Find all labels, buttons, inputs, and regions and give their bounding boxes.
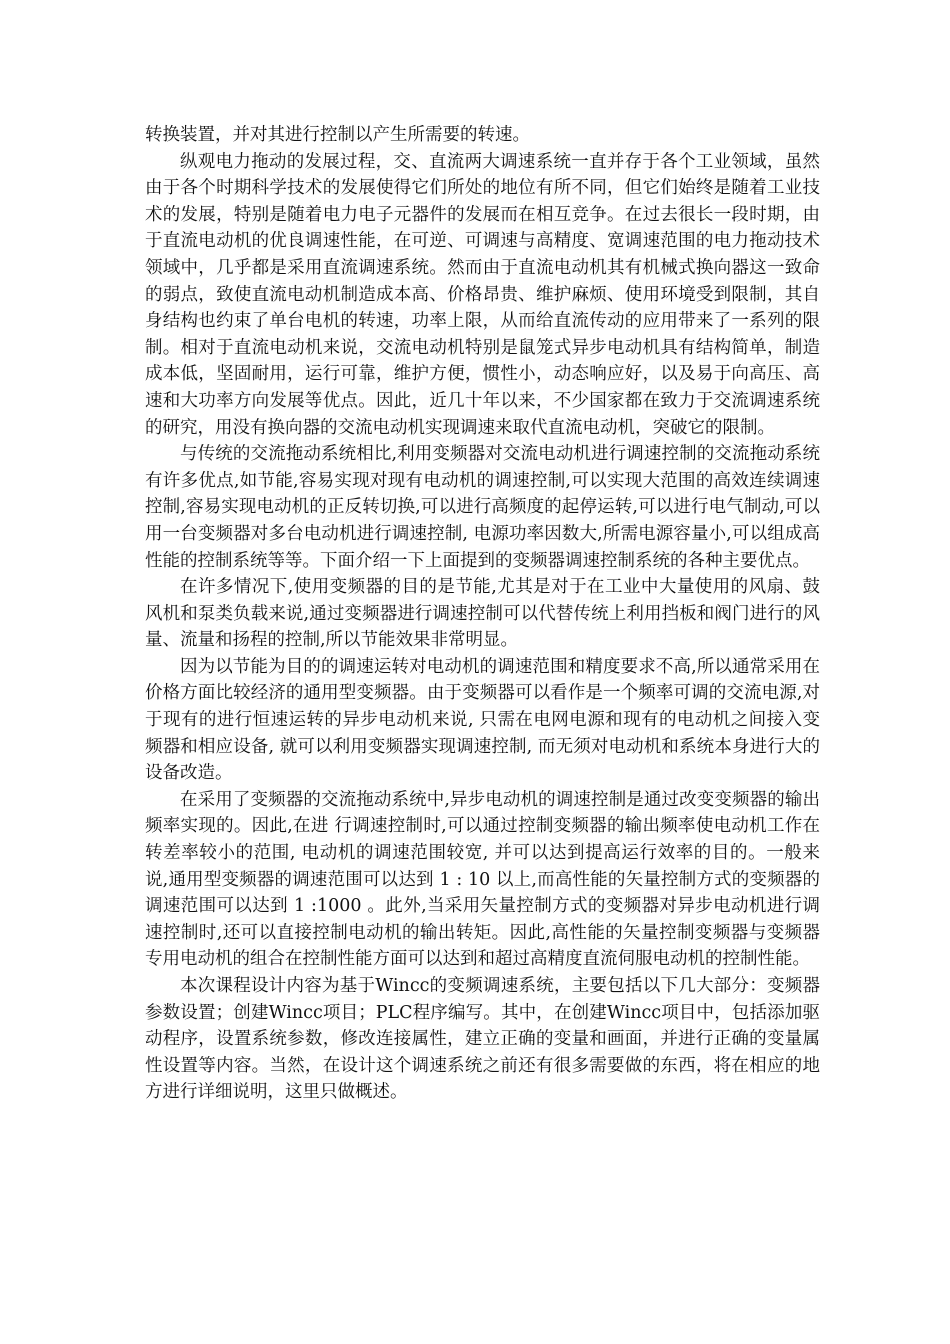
paragraph-course-design: 本次课程设计内容为基于Wincc的变频调速系统，主要包括以下几大部分：变频器参数设置；创建Wincc项目；PLC程序编写。其中，在创建Wincc项目中，包括添加驱动程序，设置系统参数，修改连接属性，建立正确的变量和画面，并进行正确的变量属性设置等内容。当然，在设计这个调速系统之前还有很多需要做的东西，将在相应的地方进行详细说明，这里只做概述。 bbox=[145, 976, 820, 1103]
paragraph-advantages: 与传统的交流拖动系统相比,利用变频器对交流电动机进行调速控制的交流拖动系统有许多优点,如节能,容易实现对现有电动机的调速控制,可以实现大范围的高效连续调速控制,容易实现电动机的正反转切换,可以进行高频度的起停运转,可以进行电气制动,可以用一台变频器对多台电动机进行调速控制, 电源功率因数大,所需电源容量小,可以组成高性能的控制系统等等。下面介绍一下上面提到的变频器调速控制系统的各种主要优点。 bbox=[145, 444, 820, 571]
document-body bbox=[145, 122, 820, 1106]
paragraph-continuation: 转换装置，并对其进行控制以产生所需要的转速。 bbox=[145, 125, 530, 145]
paragraph-history: 纵观电力拖动的发展过程，交、直流两大调速系统一直并存于各个工业领域，虽然由于各个时期科学技术的发展使得它们所处的地位有所不同，但它们始终是随着工业技术的发展，特别是随着电力电子元器件的发展而在相互竞争。在过去很长一段时期，由于直流电动机的优良调速性能，在可逆、可调速与高精度、宽调速范围的电力拖动技术领域中，几乎都是采用直流调速系统。然而由于直流电动机其有机械式换向器这一致命的弱点，致使直流电动机制造成本高、价格昂贵、维护麻烦、使用环境受到限制，其自身结构也约束了单台电机的转速，功率上限，从而给直流传动的应用带来了一系列的限制。相对于直流电动机来说，交流电动机特别是鼠笼式异步电动机具有结构简单，制造成本低，坚固耐用，运行可靠，维护方便，惯性小，动态响应好，以及易于向高压、高速和大功率方向发展等优点。因此，近几十年以来，不少国家都在致力于交流调速系统的研究，用没有换向器的交流电动机实现调速来取代直流电动机，突破它的限制。 bbox=[145, 151, 820, 438]
paragraph-general-purpose: 因为以节能为目的的调速运转对电动机的调速范围和精度要求不高,所以通常采用在价格方面比较经济的通用型变频器。由于变频器可以看作是一个频率可调的交流电源,对于现有的进行恒速运转的异步电动机来说, 只需在电网电源和现有的电动机之间接入变频器和相应设备, 就可以利用变频器实现调速控制, 而无须对电动机和系统本身进行大的设备改造。 bbox=[145, 656, 820, 784]
paragraph-speed-range: 在采用了变频器的交流拖动系统中,异步电动机的调速控制是通过改变变频器的输出频率实现的。因此,在进 行调速控制时,可以通过控制变频器的输出频率使电动机工作在转差率较小的范围, 电动机的调速范围较宽, 并可以达到提高运行效率的目的。一般来说,通用型变频器的调速范围可以达到 1 : 10 以上,而高性能的矢量控制方式的变频器的调速范围可以达到 1 :1000 。此外,当采用矢量控制方式的变频器对异步电动机进行调速控制时,还可以直接控制电动机的输出转矩。因此,高性能的矢量控制变频器与变频器专用电动机的组合在控制性能方面可以达到和超过高精度直流伺服电动机的控制性能。 bbox=[145, 789, 820, 970]
paragraph-energy-saving: 在许多情况下,使用变频器的目的是节能,尤其是对于在工业中大量使用的风扇、鼓风机和泵类负载来说,通过变频器进行调速控制可以代替传统上利用挡板和阀门进行的风量、流量和扬程的控制,所以节能效果非常明显。 bbox=[145, 577, 820, 651]
